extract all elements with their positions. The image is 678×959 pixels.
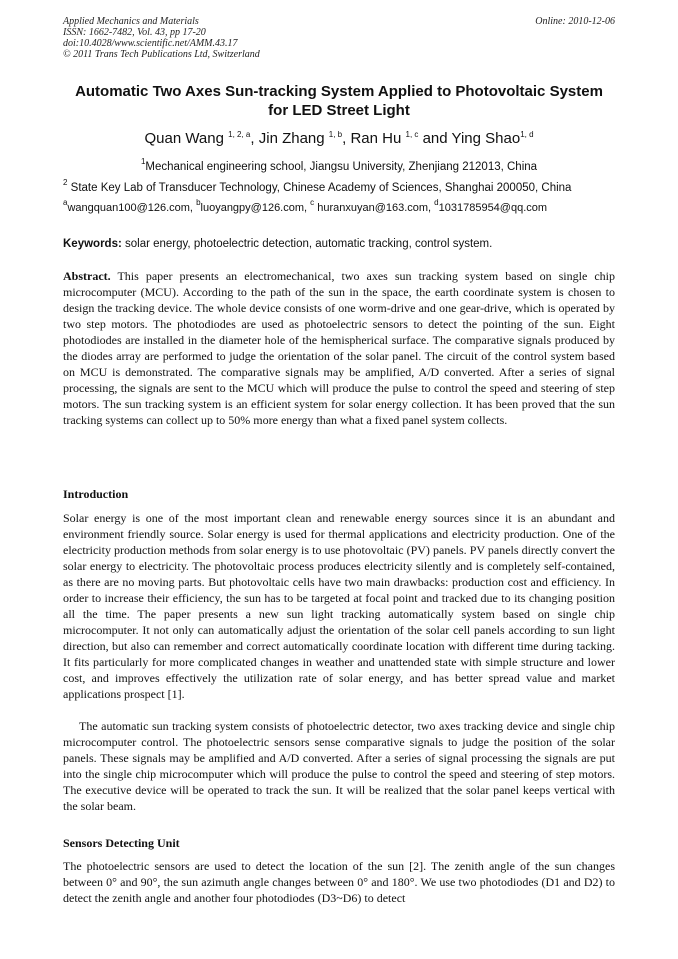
- author-sup: 1, c: [405, 130, 419, 139]
- keywords-text: solar energy, photoelectric detection, automatic tracking, control system.: [125, 238, 493, 250]
- email-sup: d: [434, 198, 439, 207]
- author-joiner: ,: [250, 130, 255, 147]
- email-address: luoyangpy@126.com,: [200, 202, 308, 214]
- author-joiner: ,: [342, 130, 347, 147]
- author-sup: 1, 2, a: [228, 130, 251, 139]
- section-heading-introduction: Introduction: [63, 487, 129, 501]
- abstract-label: Abstract.: [63, 269, 111, 283]
- keywords-label: Keywords:: [63, 238, 122, 250]
- intro-paragraph-2: The automatic sun tracking system consists of photoelectric detector, two axes tracking device and single chip microcomputer control. The photoelectric sensors sense comparative signals to judge the position of the solar panels. These signals may be amplified and A/D converted. After a series of signal processing the signals are put into the single chip microcomputer which will produce the pulse to control the speed and steering of step motors. The executive device will be operated to track the sun. It will be realized that the solar panel keeps vertical with the solar beam.: [63, 719, 615, 813]
- author-name: Quan Wang: [144, 130, 224, 147]
- email-sup: b: [196, 198, 201, 207]
- email-sup: a: [63, 198, 68, 207]
- email-address: 1031785954@qq.com: [438, 202, 548, 214]
- affiliation-1: [63, 157, 615, 174]
- section-heading-sensors: Sensors Detecting Unit: [63, 836, 180, 850]
- intro-paragraph-1: Solar energy is one of the most important clean and renewable energy sources since it is an abundant and environment friendly source. Solar energy is used for thermal applications and electricity production. One of the electricity production methods from solar energy is to use photovoltaic (PV) panels. PV panels directly convert the solar energy to electricity. The photovoltaic process produces electricity silently and is completely self-contained, as there are no moving parts. But photovoltaic cells have two main drawbacks: production cost and efficiency. In order to increase their efficiency, the sun has to be targeted at focal point and tracked due to its changing position all the time. The paper presents a new sun light tracking automatically system based on single chip microcomputer. It not only can automatically adjust the orientation of the solar cell panels according to sun light direction, but also can remember and correct automatically coordinate location with different time during tacking. It fits particularly for more complicated changes in weather and unattended state with simple structure and lower cost, and improves effectively the utilization rate of solar energy, and has better spread value and market applications prospect [1].: [63, 511, 615, 701]
- sensors-paragraph-1: The photoelectric sensors are used to detect the location of the sun [2]. The zenith angle of the sun changes between 0° and 90°, the sun azimuth angle changes between 0° and 180°. We use two photodiodes (D1 and D2) to detect the zenith angle and another four photodiodes (D3~D6) to detect: [63, 859, 615, 905]
- affiliation-text: Mechanical engineering school, Jiangsu University, Zhenjiang 212013, China: [145, 161, 538, 173]
- affiliation-2: [63, 178, 615, 195]
- online-date: Online: 2010-12-06: [535, 16, 615, 27]
- affiliation-sup: 2: [63, 178, 68, 187]
- keywords: [63, 237, 623, 251]
- author-name: Jin Zhang: [258, 130, 325, 147]
- email-address: wangquan100@126.com,: [67, 202, 193, 214]
- author-sup: 1, d: [520, 130, 534, 139]
- abstract: [63, 268, 615, 428]
- email-sup: c: [310, 198, 315, 207]
- affiliation-text: State Key Lab of Transducer Technology, Chinese Academy of Sciences, Shanghai 200050, China: [70, 182, 572, 194]
- email-line: [63, 198, 615, 215]
- author-name: Ying Shao: [451, 130, 521, 147]
- paper-title: Automatic Two Axes Sun-tracking System Applied to Photovoltaic System for LED Street Light: [75, 83, 603, 119]
- author-sup: 1, b: [328, 130, 343, 139]
- author-joiner: and: [422, 130, 448, 147]
- journal-name: Applied Mechanics and Materials: [63, 16, 199, 27]
- email-address: huranxuyan@163.com,: [317, 202, 432, 214]
- author-list: [63, 130, 615, 148]
- abstract-text: This paper presents an electromechanical, two axes sun tracking system based on single chip microcomputer (MCU). According to the path of the sun in the space, the earth coordinate system is chosen to design the tracking device. The whole device consists of one worm-drive and one gear-drive, which is operated by two step motors. The photodiodes are used as photoelectric sensors to detect the pointing of the sun. Eight photodiodes are installed in the diameter hole of the hemispherical surface. The comparative signals produced by the diodes array are performed to judge the orientation of the solar panel. The circuit of the control system based on MCU is demonstrated. The comparative signals may be amplified, A/D converted. After a series of signal processing, the signals are sent to the MCU which will produce the pulse to control the speed and steering of step motors. The sun tracking system is an efficient system for solar energy collection. It has been proved that the sun tracking systems can collect up to 50% more energy than what a fixed panel system collects.: [63, 269, 615, 427]
- author-name: Ran Hu: [350, 130, 402, 147]
- affiliation-sup: 1: [140, 157, 146, 166]
- doi-line: doi:10.4028/www.scientific.net/AMM.43.17: [63, 38, 238, 49]
- copyright-line: © 2011 Trans Tech Publications Ltd, Switzerland: [63, 49, 260, 60]
- issn-line: ISSN: 1662-7482, Vol. 43, pp 17-20: [63, 27, 206, 38]
- running-header: [63, 16, 615, 60]
